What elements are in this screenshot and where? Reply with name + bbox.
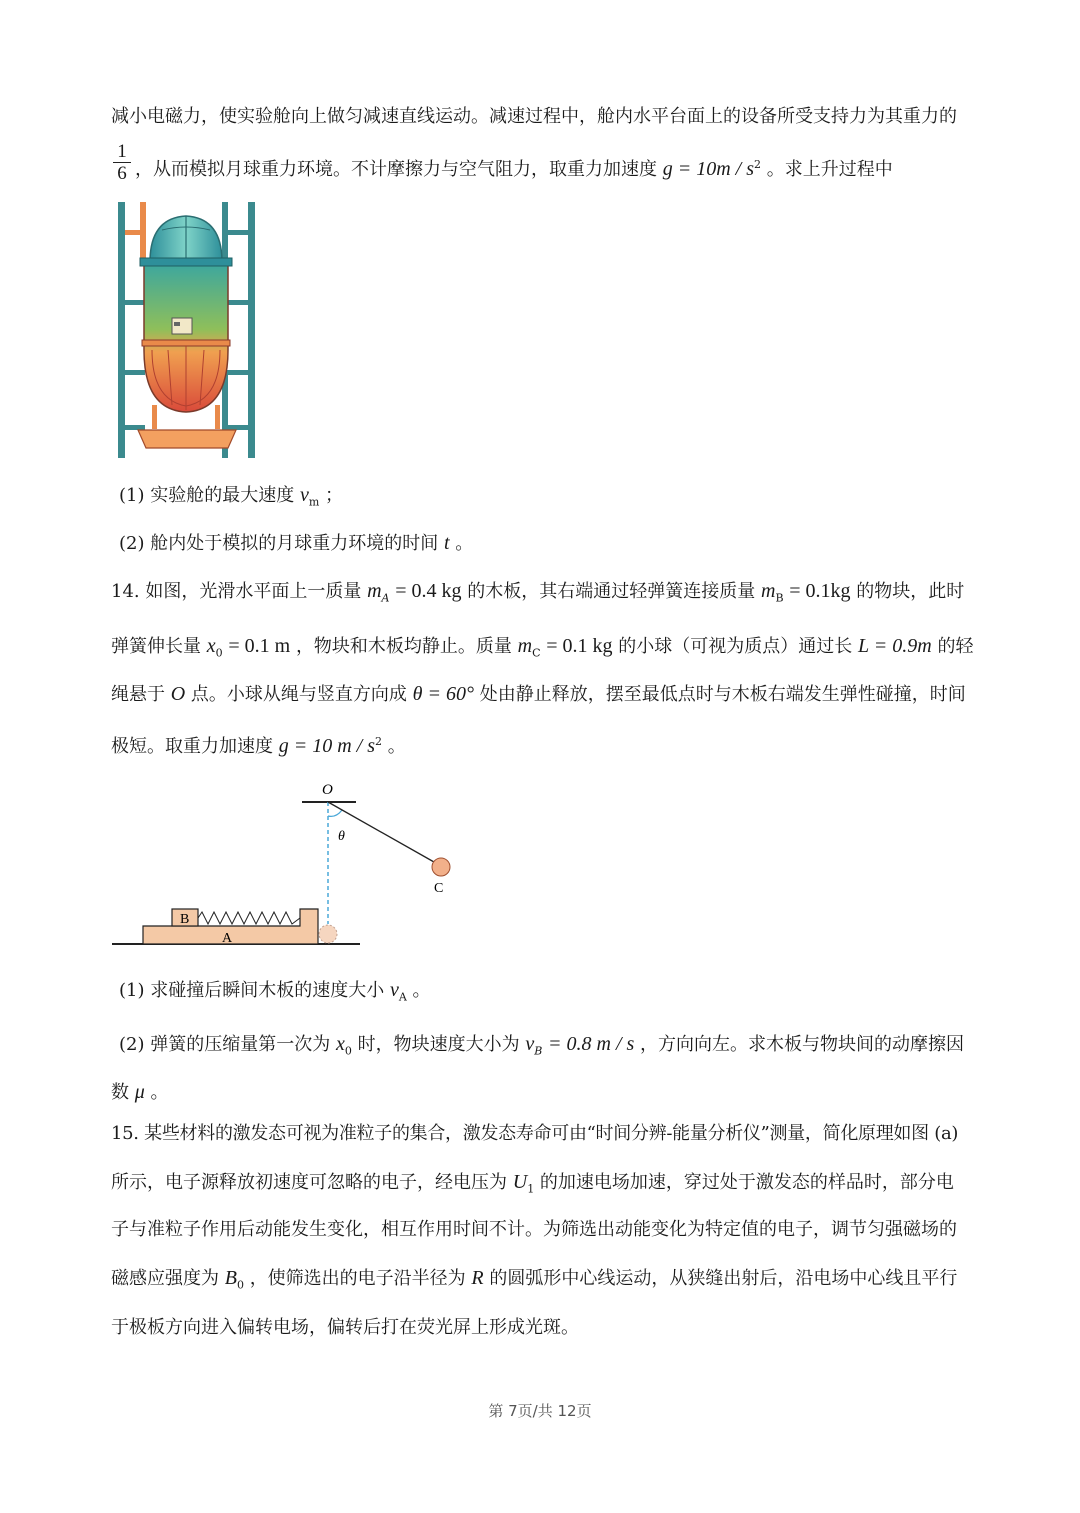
q13-part1: (1) 实验舱的最大速度 $v_m$ ；	[119, 484, 344, 509]
q13-part2: (2) 舱内处于模拟的月球重力环境的时间 t 。	[119, 532, 474, 554]
text-line-1: 减小电磁力，使实验舱向上做匀减速直线运动。减速过程中，舱内水平台面上的设备所受支持力为其重力的	[111, 106, 957, 127]
ball-C	[432, 858, 450, 876]
q15-line5: 于极板方向进入偏转电场，偏转后打在荧光屏上形成光斑。	[111, 1317, 579, 1338]
q15-line2: 所示，电子源释放初速度可忽略的电子，经电压为 $U_1$ 的加速电场加速，穿过处于激发态的样品时，部分电	[111, 1171, 954, 1196]
spring	[198, 912, 300, 924]
ball-lowest-point	[319, 925, 337, 943]
q14-part1: (1) 求碰撞后瞬间木板的速度大小 $v_A$ 。	[119, 979, 431, 1004]
label-A: A	[222, 931, 233, 946]
page-footer: 第 7页/共 12页	[488, 1402, 592, 1420]
label-O: O	[322, 782, 333, 798]
right-rail	[248, 202, 255, 458]
label-C: C	[434, 881, 444, 896]
capsule-figure	[112, 200, 262, 462]
q15-line1: 15. 某些材料的激发态可视为准粒子的集合，激发态寿命可由“时间分辨-能量分析仪”测量，简化原理如图 (a)	[111, 1123, 959, 1144]
label-B: B	[180, 912, 190, 927]
fraction-one-sixth: $\frac{1}{6}$	[113, 141, 131, 184]
angle-arc	[328, 810, 342, 816]
capsule-platform	[138, 430, 236, 448]
pendulum-figure	[110, 778, 470, 950]
text-line-2: ，从而模拟月球重力环境。不计摩擦力与空气阻力，取重力加速度 $g = 10m / s^2$ 。求上升过程中	[135, 158, 893, 180]
q15-line3: 子与准粒子作用后动能发生变化，相互作用时间不计。为筛选出动能变化为特定值的电子，调节匀强磁场的	[111, 1219, 957, 1240]
q14-part2-line1: (2) 弹簧的压缩量第一次为 $x_0$ 时，物块速度大小为 $v_B = 0.8$ m / s ，方向向左。求木板与物块间的动摩擦因	[119, 1033, 965, 1058]
label-theta: θ	[338, 829, 345, 844]
left-rail	[118, 202, 125, 458]
q14-line1: 14. 如图，光滑水平面上一质量 $m_A = 0.4$ kg 的木板，其右端通过轻弹簧连接质量 $m_B = 0.1kg$ 的物块，此时	[111, 580, 965, 605]
q14-part2-line2: 数 μ 。	[111, 1081, 169, 1103]
q15-line4: 磁感应强度为 $B_0$ ，使筛选出的电子沿半径为 R 的圆弧形中心线运动，从狭缝出射后，沿电场中心线且平行	[111, 1267, 958, 1292]
q14-line2: 弹簧伸长量 $x_0 = 0.1$ m ，物块和木板均静止。质量 $m_C = 0.1$ kg 的小球（可视为质点）通过长 L = 0.9m 的轻	[111, 635, 974, 660]
q14-line4: 极短。取重力加速度 g = 10 m / $s^2$ 。	[111, 735, 406, 757]
q14-line3: 绳悬于 O 点。小球从绳与竖直方向成 θ = 60° 处由静止释放，摆至最低点时与木板右端发生弹性碰撞，时间	[111, 683, 966, 705]
